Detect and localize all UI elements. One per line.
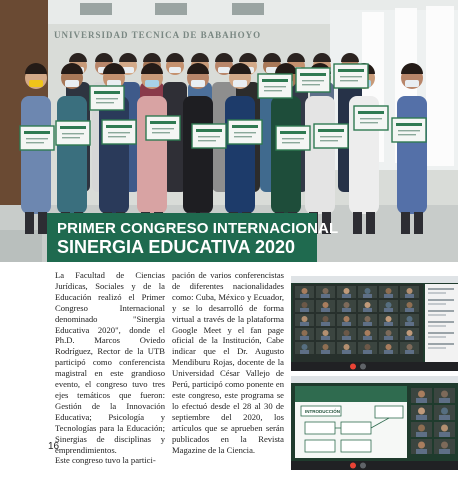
certificate-line: [320, 140, 338, 141]
hang-up-icon: [350, 364, 356, 370]
certificate-line: [320, 136, 342, 137]
participant-shoulders: [321, 308, 330, 312]
participant-face: [386, 344, 392, 350]
participant-shoulders: [300, 322, 309, 326]
participant-face: [407, 302, 413, 308]
chat-message: [428, 343, 454, 345]
participant-shoulders: [363, 322, 372, 326]
chat-message: [428, 303, 446, 305]
certificate-header: [196, 129, 222, 132]
participant-face: [386, 288, 392, 294]
certificate-header: [94, 91, 120, 94]
participant-shoulders: [342, 308, 351, 312]
hang-up-icon: [350, 463, 356, 469]
person-leg: [25, 212, 34, 234]
face-mask: [145, 80, 159, 87]
participant-shoulders: [405, 336, 414, 340]
certificate-header: [280, 131, 306, 134]
chat-message: [428, 310, 454, 312]
certificate-line: [282, 142, 300, 143]
certificate-line: [26, 138, 48, 139]
participant-face: [441, 442, 448, 449]
participant-face: [323, 344, 329, 350]
article-paragraph: Este congreso tuvo la partici-: [55, 455, 156, 466]
participant-shoulders: [384, 350, 393, 354]
browser-bar: [291, 376, 458, 383]
participant-face: [418, 408, 425, 415]
person-body: [271, 96, 301, 214]
person-body: [183, 96, 213, 214]
chat-message: [428, 288, 454, 290]
person-body: [21, 96, 51, 214]
certificate-header: [396, 123, 422, 126]
participant-face: [302, 344, 308, 350]
certificate-line: [398, 130, 420, 131]
participant-face: [302, 316, 308, 322]
certificate-line: [26, 142, 44, 143]
chair: [0, 230, 42, 262]
chat-message: [428, 347, 446, 349]
certificate-header: [60, 126, 86, 129]
certificate-line: [302, 84, 320, 85]
certificate-line: [360, 122, 378, 123]
face-mask: [233, 80, 247, 87]
person-body: [137, 96, 167, 214]
participant-shoulders: [342, 336, 351, 340]
participant-face: [407, 316, 413, 322]
banner-title-line-1: PRIMER CONGRESO INTERNACIONAL: [57, 220, 339, 237]
participant-shoulders: [321, 322, 330, 326]
participant-face: [323, 288, 329, 294]
certificate-line: [264, 86, 286, 87]
person-leg: [414, 212, 423, 234]
certificate-line: [108, 132, 130, 133]
participant-shoulders: [363, 294, 372, 298]
certificate-line: [198, 140, 216, 141]
presentation-screenshot: [291, 376, 458, 470]
participant-shoulders: [342, 350, 351, 354]
certificate-line: [62, 133, 84, 134]
participant-shoulders: [342, 294, 351, 298]
participant-shoulders: [321, 294, 330, 298]
person-body: [397, 96, 427, 214]
slide-box: [341, 440, 371, 452]
participant-shoulders: [363, 350, 372, 354]
participant-face: [365, 344, 371, 350]
chat-message: [428, 325, 446, 327]
participant-face: [407, 330, 413, 336]
slide-header-band: [295, 386, 407, 402]
participant-shoulders: [321, 350, 330, 354]
ceiling-vent: [155, 3, 187, 15]
certificate-line: [152, 132, 170, 133]
participant-face: [344, 302, 350, 308]
participant-face: [323, 316, 329, 322]
participant-face: [441, 391, 448, 398]
title-banner: [47, 213, 339, 262]
participant-face: [323, 330, 329, 336]
participant-face: [407, 288, 413, 294]
certificate-line: [360, 118, 382, 119]
page-number: 16: [48, 441, 60, 452]
chat-message: [428, 336, 446, 338]
chat-message: [428, 332, 454, 334]
certificate-line: [62, 137, 80, 138]
participant-shoulders: [405, 350, 414, 354]
browser-bar: [291, 276, 458, 283]
participant-shoulders: [300, 308, 309, 312]
participant-face: [386, 330, 392, 336]
participant-face: [407, 344, 413, 350]
face-mask: [65, 80, 79, 87]
certificate-header: [262, 79, 288, 82]
participant-shoulders: [384, 336, 393, 340]
participant-shoulders: [439, 432, 450, 437]
certificate-line: [108, 136, 126, 137]
chat-message: [428, 299, 454, 301]
participant-shoulders: [439, 449, 450, 454]
participant-shoulders: [300, 350, 309, 354]
certificate-header: [106, 125, 132, 128]
person-body: [99, 96, 129, 214]
video-call-grid: [291, 276, 458, 371]
person-body: [305, 96, 335, 214]
slide-box: [375, 406, 403, 418]
face-mask: [29, 80, 43, 87]
article-column-1: [55, 270, 165, 466]
participant-shoulders: [300, 336, 309, 340]
participant-face: [365, 288, 371, 294]
article-paragraph: pación de varios conferencistas de diferentes nacionalidades como: Cuba, México y Ecuador, y se lo desarrolló de forma virtual a través de la plataforma Google Meet y el fan page oficial de la Institución, Cabe indicar que el Dr. Augusto Mendiburu Rojas, docente de la Universidad César Vallejo de Perú, participó como ponente en este congreso, este programa se lo efectuó desde el 28 al 30 de septiembre del 2020, los artículos que se aprueben serán publicados en la Revista Magazine de la Ciencia.: [172, 270, 284, 455]
face-mask: [191, 80, 205, 87]
participant-face: [344, 330, 350, 336]
participant-face: [302, 288, 308, 294]
participant-shoulders: [342, 322, 351, 326]
participant-shoulders: [363, 308, 372, 312]
banner-title-line-2: SINERGIA EDUCATIVA 2020: [57, 237, 296, 257]
participant-face: [302, 330, 308, 336]
certificate-line: [282, 138, 304, 139]
certificate-line: [264, 90, 282, 91]
certificate-line: [198, 136, 220, 137]
participant-shoulders: [439, 415, 450, 420]
certificate-header: [300, 73, 326, 76]
certificate-header: [358, 111, 384, 114]
participant-shoulders: [416, 432, 427, 437]
face-mask: [169, 67, 181, 73]
article-column-2: [172, 270, 284, 455]
participant-shoulders: [300, 294, 309, 298]
slide-title: INTRODUCCIÓN: [305, 409, 340, 414]
slide-box: [305, 440, 335, 452]
certificate-line: [96, 102, 114, 103]
participant-face: [323, 302, 329, 308]
person-body: [57, 96, 87, 214]
call-controls-bar: [291, 461, 458, 470]
certificate-line: [234, 136, 252, 137]
participant-face: [418, 425, 425, 432]
person-body: [225, 96, 255, 214]
certificate-line: [96, 98, 118, 99]
participant-face: [344, 288, 350, 294]
slide-box: [305, 422, 335, 434]
participant-shoulders: [405, 322, 414, 326]
certificate-header: [338, 69, 364, 72]
participant-face: [344, 316, 350, 322]
certificate-line: [302, 80, 324, 81]
microphone-icon: [360, 463, 366, 469]
participant-shoulders: [416, 415, 427, 420]
participant-shoulders: [405, 294, 414, 298]
certificate-line: [398, 134, 416, 135]
chat-message: [428, 321, 454, 323]
certificate-line: [152, 128, 174, 129]
certificate-line: [340, 80, 358, 81]
participant-shoulders: [321, 336, 330, 340]
person-leg: [353, 212, 362, 234]
article-paragraph: La Facultad de Ciencias Jurídicas, Sociales y de la Educación realizó el Primer Congreso Internacional denominado "Sinergia Educativa 2020", donde el Ph.D. Marcos Oviedo Rodríguez, Rector de la UTB participó como conferencista magistral en este grandioso evento, el congreso tuvo tres ejes temáticos que fueron: Gestión de la Innovación Educativa; Psicología y Tecnologías para la Educación; Sinergias de disciplinas y emprendimientos.: [55, 270, 165, 455]
participant-shoulders: [363, 336, 372, 340]
person-leg: [401, 212, 410, 234]
participant-shoulders: [384, 308, 393, 312]
certificate-header: [24, 131, 50, 134]
presentation-slide: [291, 376, 458, 470]
participant-face: [418, 391, 425, 398]
participant-face: [441, 425, 448, 432]
ceiling-vent: [232, 3, 264, 15]
person-leg: [366, 212, 375, 234]
call-controls-bar: [291, 362, 458, 371]
participant-face: [386, 316, 392, 322]
face-mask: [405, 80, 419, 87]
participant-shoulders: [439, 398, 450, 403]
participant-shoulders: [405, 308, 414, 312]
certificate-line: [340, 76, 362, 77]
certificate-header: [232, 125, 258, 128]
ceiling-vent: [80, 3, 112, 15]
participant-face: [418, 442, 425, 449]
slide-box: [341, 422, 371, 434]
participant-shoulders: [384, 322, 393, 326]
window-pane: [426, 6, 454, 166]
certificate-line: [234, 132, 256, 133]
chat-message: [428, 314, 446, 316]
participant-face: [365, 330, 371, 336]
participant-face: [386, 302, 392, 308]
participant-face: [441, 408, 448, 415]
certificate-header: [150, 121, 176, 124]
person-leg: [38, 212, 47, 234]
wall-sign: UNIVERSIDAD TECNICA DE BABAHOYO: [54, 30, 262, 40]
face-mask: [218, 67, 230, 73]
chat-message: [428, 292, 446, 294]
certificate-header: [318, 129, 344, 132]
microphone-icon: [360, 364, 366, 370]
video-call-screenshot: [291, 276, 458, 371]
participant-shoulders: [416, 398, 427, 403]
participant-face: [365, 316, 371, 322]
participant-face: [302, 302, 308, 308]
participant-face: [365, 302, 371, 308]
participant-face: [344, 344, 350, 350]
participant-shoulders: [384, 294, 393, 298]
participant-shoulders: [416, 449, 427, 454]
